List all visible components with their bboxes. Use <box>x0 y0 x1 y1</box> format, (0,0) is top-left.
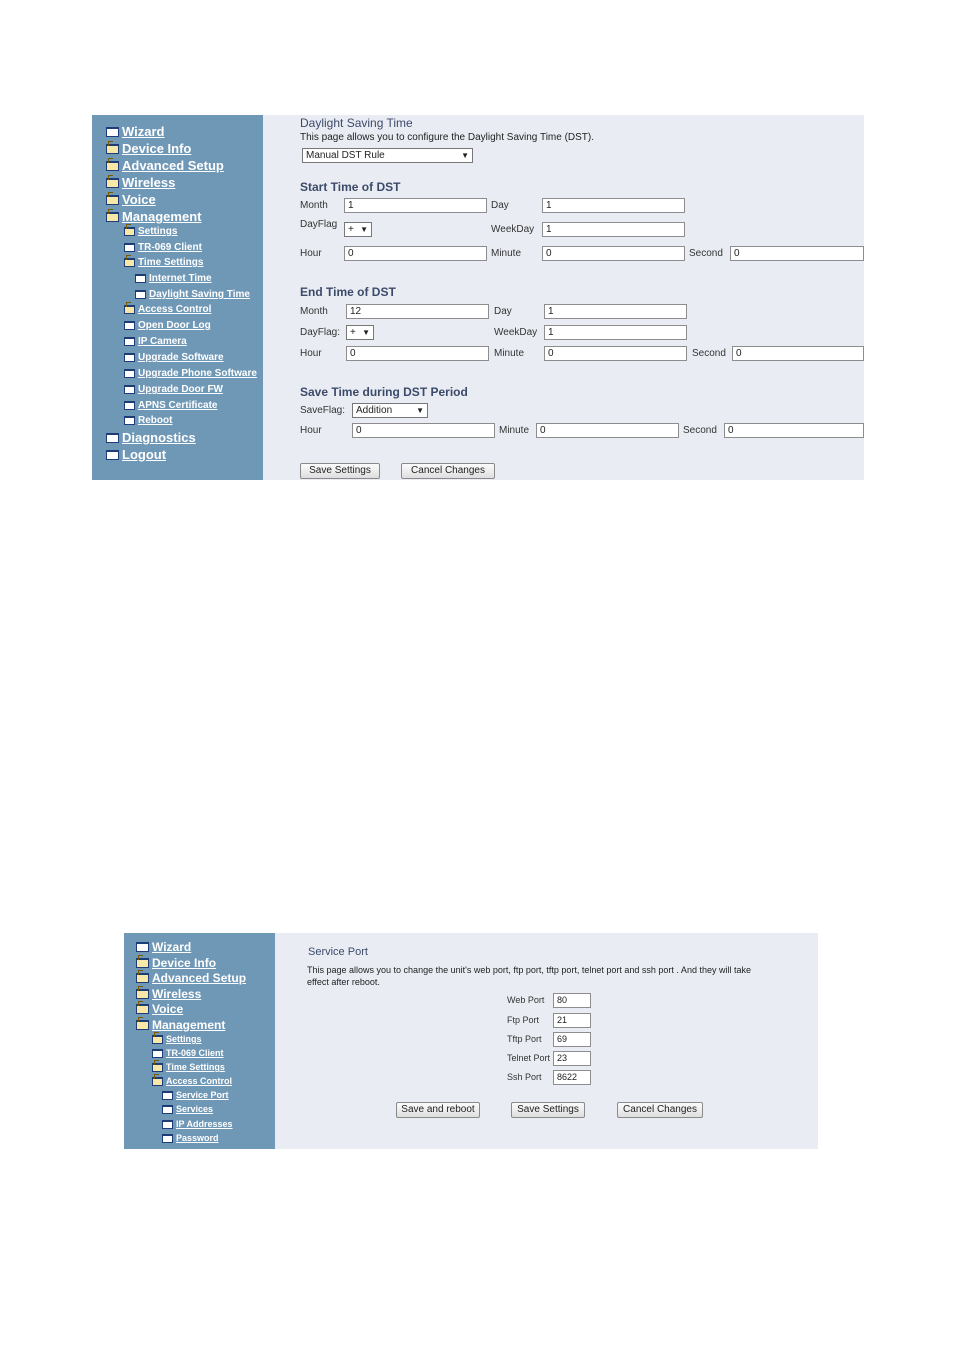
cancel-changes-button[interactable]: Cancel Changes <box>617 1102 703 1118</box>
folder-icon <box>162 1105 173 1114</box>
folder-icon <box>136 973 149 983</box>
telnet-port-label: Telnet Port <box>507 1053 551 1063</box>
ssh-port-input[interactable]: 8622 <box>553 1070 591 1085</box>
start-month-label: Month <box>300 200 328 211</box>
nav-wizard-link[interactable]: Wizard <box>152 940 192 954</box>
folder-icon <box>106 450 119 460</box>
start-hour-label: Hour <box>300 248 322 259</box>
nav-access-control[interactable] <box>124 304 211 315</box>
nav-management-link[interactable]: Management <box>152 1018 226 1032</box>
nav-wireless-link[interactable]: Wireless <box>152 987 202 1001</box>
nav-voice-link[interactable]: Voice <box>122 192 156 207</box>
end-hour-label: Hour <box>300 348 322 359</box>
folder-icon <box>162 1134 173 1143</box>
sidebar <box>124 933 275 1149</box>
nav-password[interactable] <box>162 1133 219 1143</box>
nav-voice[interactable] <box>106 192 156 207</box>
folder-icon <box>152 1063 163 1072</box>
save-and-reboot-button[interactable]: Save and reboot <box>396 1102 480 1118</box>
end-second-input[interactable]: 0 <box>732 346 864 361</box>
nav-open-door-log[interactable] <box>124 320 211 331</box>
nav-settings[interactable] <box>124 226 177 237</box>
nav-logout-link[interactable]: Logout <box>122 447 167 462</box>
folder-icon <box>135 274 146 283</box>
folder-icon <box>124 337 135 346</box>
tftp-port-label: Tftp Port <box>507 1034 542 1044</box>
nav-service-port-link[interactable]: Service Port <box>176 1090 229 1100</box>
nav-access-control-link[interactable]: Access Control <box>166 1076 233 1086</box>
nav-upgrade-phone-software-link[interactable]: Upgrade Phone Software <box>138 368 257 379</box>
main-content <box>263 115 864 480</box>
main-content <box>275 933 818 1149</box>
dst-screenshot <box>92 115 864 480</box>
nav-access-control[interactable] <box>152 1076 232 1086</box>
nav-services-link[interactable]: Services <box>176 1104 214 1114</box>
start-day-label: Day <box>491 200 509 211</box>
dropdown-arrow-icon: ▼ <box>362 328 370 337</box>
folder-icon <box>136 1004 149 1014</box>
nav-management[interactable] <box>136 1018 225 1032</box>
folder-icon <box>124 401 135 410</box>
folder-icon <box>124 258 135 267</box>
save-second-input[interactable]: 0 <box>724 423 864 438</box>
saveflag-value: Addition <box>356 405 393 416</box>
ftp-port-label: Ftp Port <box>507 1015 540 1025</box>
folder-icon <box>152 1077 163 1086</box>
folder-icon <box>106 433 119 443</box>
nav-wizard[interactable] <box>136 940 191 954</box>
folder-icon <box>106 212 119 222</box>
start-dayflag-label: DayFlag <box>300 219 338 230</box>
nav-management[interactable] <box>106 209 201 224</box>
nav-voice-link[interactable]: Voice <box>152 1002 184 1016</box>
nav-time-settings[interactable] <box>124 257 203 268</box>
nav-services[interactable] <box>162 1104 213 1114</box>
end-hour-input[interactable]: 0 <box>346 346 489 361</box>
end-dayflag-select[interactable] <box>346 325 374 340</box>
start-day-input[interactable]: 1 <box>542 198 685 213</box>
nav-device-info-link[interactable]: Device Info <box>152 956 217 970</box>
end-minute-label: Minute <box>494 348 525 359</box>
save-settings-button[interactable]: Save Settings <box>511 1102 585 1118</box>
page-description-line1: This page allows you to change the unit's web port, ftp port, tftp port, telnet port and ssh port . And they will take <box>307 965 751 975</box>
nav-tr069-link[interactable]: TR-069 Client <box>138 242 202 253</box>
end-month-label: Month <box>300 306 328 317</box>
start-dayflag-select[interactable] <box>344 222 372 237</box>
nav-upgrade-door-fw-link[interactable]: Upgrade Door FW <box>138 384 223 395</box>
dropdown-arrow-icon: ▼ <box>416 406 424 415</box>
ssh-port-label: Ssh Port <box>507 1072 542 1082</box>
folder-icon <box>136 958 149 968</box>
folder-icon <box>136 989 149 999</box>
folder-icon <box>124 353 135 362</box>
nav-wireless[interactable] <box>106 175 175 190</box>
folder-icon <box>162 1120 173 1129</box>
nav-settings-link[interactable]: Settings <box>138 226 178 237</box>
folder-icon <box>152 1049 163 1058</box>
nav-apns-certificate-link[interactable]: APNS Certificate <box>138 400 218 411</box>
nav-internet-time[interactable] <box>135 273 212 284</box>
nav-ip-camera[interactable] <box>124 336 187 347</box>
nav-wizard[interactable] <box>106 124 165 139</box>
page-title: Daylight Saving Time <box>300 116 413 130</box>
nav-settings[interactable] <box>152 1034 202 1044</box>
folder-icon <box>124 243 135 252</box>
folder-icon <box>136 1020 149 1030</box>
save-time-heading: Save Time during DST Period <box>300 385 468 399</box>
nav-upgrade-software-link[interactable]: Upgrade Software <box>138 352 224 363</box>
folder-icon <box>135 290 146 299</box>
dropdown-arrow-icon: ▼ <box>461 151 469 160</box>
nav-settings-link[interactable]: Settings <box>166 1034 202 1044</box>
nav-time-settings-link[interactable]: Time Settings <box>138 257 204 268</box>
dst-mode-select[interactable] <box>302 148 473 163</box>
start-heading: Start Time of DST <box>300 180 401 194</box>
nav-diagnostics-link[interactable]: Diagnostics <box>122 430 196 445</box>
end-dayflag-label: DayFlag: <box>300 327 341 338</box>
save-minute-input[interactable]: 0 <box>536 423 679 438</box>
service-port-screenshot <box>124 933 818 1149</box>
nav-service-port[interactable] <box>162 1090 229 1100</box>
nav-upgrade-software[interactable] <box>124 352 224 363</box>
nav-management-link[interactable]: Management <box>122 209 202 224</box>
end-heading: End Time of DST <box>300 285 396 299</box>
nav-upgrade-door-fw[interactable] <box>124 384 223 395</box>
folder-icon <box>124 416 135 425</box>
cancel-changes-button[interactable]: Cancel Changes <box>401 463 495 479</box>
nav-device-info[interactable] <box>106 141 191 156</box>
save-settings-button[interactable]: Save Settings <box>300 463 380 479</box>
nav-tr069-client[interactable] <box>152 1048 224 1058</box>
page-description: This page allows you to configure the Daylight Saving Time (DST). <box>300 132 595 143</box>
nav-upgrade-phone-software[interactable] <box>124 368 257 379</box>
save-minute-label: Minute <box>499 425 530 436</box>
nav-wireless-link[interactable]: Wireless <box>122 175 176 190</box>
nav-diagnostics[interactable] <box>106 430 196 445</box>
nav-open-door-log-link[interactable]: Open Door Log <box>138 320 211 331</box>
page-description-line2: effect after reboot. <box>307 977 380 987</box>
nav-apns-certificate[interactable] <box>124 400 217 411</box>
web-port-label: Web Port <box>507 995 545 1005</box>
nav-time-settings[interactable] <box>152 1062 225 1072</box>
nav-device-info[interactable] <box>136 956 216 970</box>
nav-wireless[interactable] <box>136 987 201 1001</box>
save-hour-input[interactable]: 0 <box>352 423 495 438</box>
saveflag-select[interactable] <box>352 403 428 418</box>
nav-ip-addresses[interactable] <box>162 1119 233 1129</box>
nav-daylight-saving-time-link[interactable]: Daylight Saving Time <box>149 289 250 300</box>
start-hour-input[interactable]: 0 <box>344 246 487 261</box>
nav-daylight-saving-time[interactable] <box>135 289 250 300</box>
end-weekday-input[interactable]: 1 <box>544 325 687 340</box>
nav-password-link[interactable]: Password <box>176 1133 219 1143</box>
dst-mode-value: Manual DST Rule <box>306 150 385 161</box>
start-dayflag-value: + <box>348 224 354 235</box>
nav-reboot-link[interactable]: Reboot <box>138 415 173 426</box>
nav-internet-time-link[interactable]: Internet Time <box>149 273 212 284</box>
folder-icon <box>124 321 135 330</box>
save-hour-label: Hour <box>300 425 322 436</box>
start-second-input[interactable]: 0 <box>730 246 864 261</box>
start-month-input[interactable]: 1 <box>344 198 487 213</box>
folder-icon <box>136 942 149 952</box>
end-month-input[interactable]: 12 <box>346 304 489 319</box>
save-second-label: Second <box>683 425 717 436</box>
web-port-input[interactable]: 80 <box>553 993 591 1008</box>
nav-tr069-client[interactable] <box>124 242 202 253</box>
nav-wizard-link[interactable]: Wizard <box>122 124 165 139</box>
nav-voice[interactable] <box>136 1002 183 1016</box>
start-minute-label: Minute <box>491 248 522 259</box>
folder-icon <box>124 385 135 394</box>
start-weekday-label: WeekDay <box>491 224 535 235</box>
page-title: Service Port <box>308 946 368 958</box>
folder-icon <box>152 1035 163 1044</box>
nav-advanced-setup-link[interactable]: Advanced Setup <box>152 971 247 985</box>
telnet-port-input[interactable]: 23 <box>553 1051 591 1066</box>
nav-time-settings-link[interactable]: Time Settings <box>166 1062 225 1072</box>
tftp-port-input[interactable]: 69 <box>553 1032 591 1047</box>
nav-access-control-link[interactable]: Access Control <box>138 304 212 315</box>
nav-advanced-setup[interactable] <box>136 971 246 985</box>
folder-icon <box>162 1091 173 1100</box>
sidebar <box>92 115 263 480</box>
end-dayflag-value: + <box>350 327 356 338</box>
nav-tr069-link[interactable]: TR-069 Client <box>166 1048 224 1058</box>
start-minute-input[interactable]: 0 <box>542 246 685 261</box>
folder-icon <box>124 369 135 378</box>
ftp-port-input[interactable]: 21 <box>553 1013 591 1028</box>
folder-icon <box>124 227 135 236</box>
dropdown-arrow-icon: ▼ <box>360 225 368 234</box>
end-day-input[interactable]: 1 <box>544 304 687 319</box>
end-weekday-label: WeekDay <box>494 327 538 338</box>
folder-icon <box>106 161 119 171</box>
folder-icon <box>106 144 119 154</box>
folder-icon <box>124 305 135 314</box>
folder-icon <box>106 127 119 137</box>
nav-device-info-link[interactable]: Device Info <box>122 141 192 156</box>
nav-logout[interactable] <box>106 447 166 462</box>
nav-reboot[interactable] <box>124 415 172 426</box>
nav-advanced-setup[interactable] <box>106 158 224 173</box>
folder-icon <box>106 178 119 188</box>
end-day-label: Day <box>494 306 512 317</box>
nav-advanced-setup-link[interactable]: Advanced Setup <box>122 158 224 173</box>
end-second-label: Second <box>692 348 726 359</box>
nav-ip-camera-link[interactable]: IP Camera <box>138 336 187 347</box>
saveflag-label: SaveFlag: <box>300 405 346 416</box>
start-second-label: Second <box>689 248 723 259</box>
end-minute-input[interactable]: 0 <box>544 346 687 361</box>
folder-icon <box>106 195 119 205</box>
nav-ip-addresses-link[interactable]: IP Addresses <box>176 1119 233 1129</box>
start-weekday-input[interactable]: 1 <box>542 222 685 237</box>
